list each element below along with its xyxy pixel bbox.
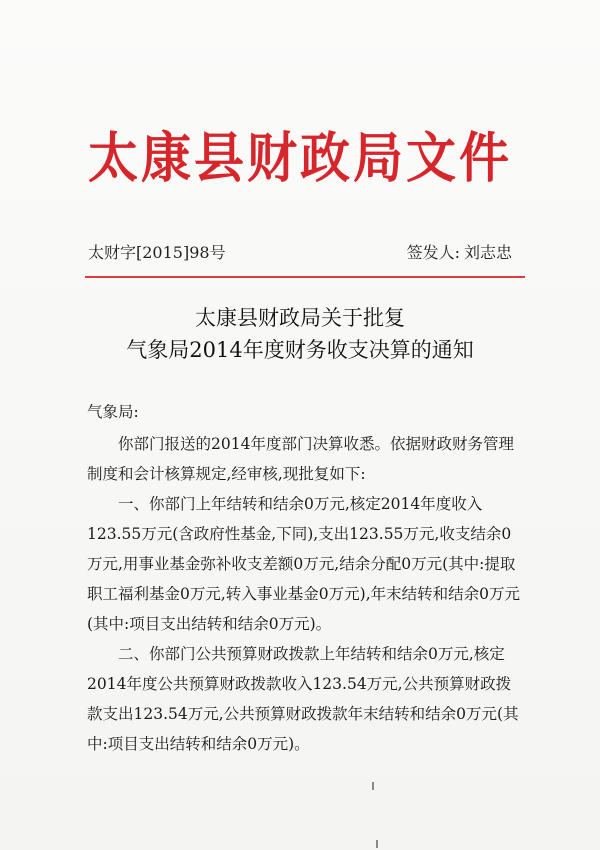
header-divider	[85, 276, 525, 278]
paragraph-1: 你部门报送的2014年度部门决算收悉。依据财政财务管理制度和会计核算规定,经审核,现批复如下:	[87, 435, 514, 483]
issuer	[407, 240, 512, 263]
addressee: 气象局:	[87, 403, 139, 421]
scan-mark	[376, 840, 378, 848]
notice-body	[87, 397, 525, 759]
paragraph-3: 二、你部门公共预算财政拨款上年结转和结余0万元,核定2014年度公共预算财政拨款收入123.54万元,公共预算财政拨款支出123.54万元,公共预算财政拨款年末结转和结余0万元(其中:项目支出结转和结余0万元)。	[87, 645, 519, 753]
notice-title-line2: 气象局2014年度财务收支决算的通知	[126, 338, 474, 362]
scan-mark	[372, 782, 374, 790]
issuer-name: 刘志忠	[463, 243, 512, 262]
document-header-title: 太康县财政局文件	[88, 125, 512, 190]
notice-title	[0, 302, 600, 366]
document-meta	[88, 240, 512, 263]
notice-title-line1: 太康县财政局关于批复	[195, 306, 405, 330]
paragraph-2: 一、你部门上年结转和结余0万元,核定2014年度收入123.55万元(含政府性基金,下同),支出123.55万元,收支结余0万元,用事业基金弥补收支差额0万元,结余分配0万元(其中:提取职工福利基金0万元,转入事业基金0万元),年末结转和结余0万元(其中:项目支出结转和结余0万元)。	[87, 495, 520, 633]
document-number: 太财字[2015]98号	[88, 243, 226, 262]
issuer-label: 签发人:	[406, 243, 460, 262]
